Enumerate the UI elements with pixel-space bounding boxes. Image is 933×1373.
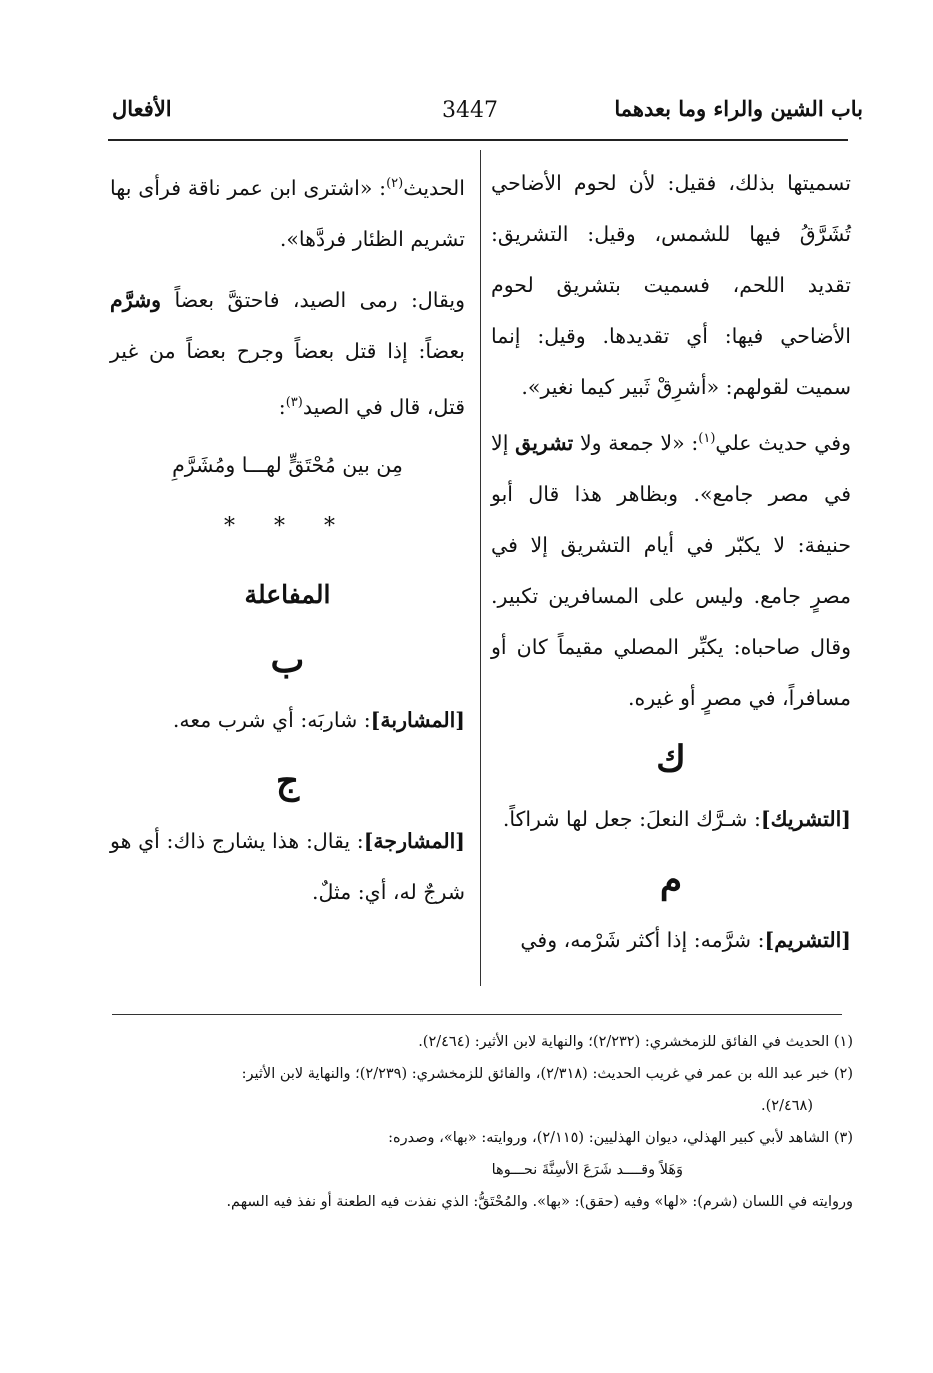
text: ويقال: رمى الصيد، فاحتقَّ بعضاً	[161, 287, 465, 312]
footnote-3: (٣) الشاهد لأبي كبير الهذلي، ديوان الهذليين: (٢/١١٥)، وروايته: «بها»، وصدره:	[388, 1130, 853, 1146]
footnote-2: (٢) خبر عبد الله بن عمر في غريب الحديث: (٢/٣١٨)، والفائق للزمخشري: (٢/٢٣٩)؛ والنهاية لابن الأثير:	[241, 1066, 853, 1082]
text: وفي حديث علي	[715, 430, 851, 455]
entry-head: [التشريم]	[764, 927, 851, 952]
section-header: الأفعال	[112, 96, 172, 121]
entry-tashrim	[491, 915, 851, 966]
letter-heading-kaf: ك	[656, 737, 686, 780]
header-rule	[108, 139, 848, 141]
entry-text: : شرَّمه: إذا أكثر شَرْمه، وفي	[520, 927, 765, 952]
entry-musharaja	[110, 816, 465, 918]
footnote-1: (١) الحديث في الفائق للزمخشري: (٢/٢٣٢)؛ والنهاية لابن الأثير: (٢/٤٦٤).	[418, 1034, 853, 1050]
letter-heading-jim: ج	[275, 759, 300, 802]
letter-heading-ba: ب	[270, 638, 305, 681]
footnote-ref: (٣)	[285, 394, 303, 410]
letter-heading-mim: م	[659, 858, 683, 901]
left-column	[110, 158, 465, 918]
footnote-ref: (١)	[698, 431, 716, 446]
verse: مِن بين مُحْتَقٍّ لهـــا ومُشَرَّمِ	[172, 452, 403, 477]
column-divider	[480, 150, 481, 986]
right-column	[491, 158, 851, 966]
paragraph	[110, 158, 465, 265]
section-title: المفاعلة	[244, 579, 331, 609]
entry-head: [المشارجة]	[363, 828, 465, 853]
entry-musharaba	[110, 695, 465, 746]
footnote-3-tail: وروايته في اللسان (شرم): «لها» وفيه (حقق): «بها». والمُحْتَقُّ: الذي نفذت فيه الطعنة أو نفذ فيه السهم.	[226, 1194, 853, 1210]
section-separator: * * *	[224, 513, 351, 539]
paragraph	[491, 413, 851, 724]
text: إلا في مصر جامع». وبظاهر هذا قال أبو حنيفة: لا يكبّر في أيام التشريق إلا في مصرٍ جامع. وليس على المسافرين تكبير. وقال صاحباه: يكبِّر المصلي مقيماً كان أو مسافراً، في مصرٍ أو غيره.	[491, 430, 851, 710]
paragraph: تسميتها بذلك، فقيل: لأن لحوم الأضاحي تُشَرَّقُ فيها للشمس، وقيل: التشريق: تقديد اللحم، فسميت بتشريق لحوم الأضاحي فيها: أي تقديدها. وقيل: إنما سميت لقولهم: «أشرِقْ ثَبير كيما نغير».	[491, 171, 851, 399]
entry-head: [التشريك]	[760, 806, 851, 831]
footnote-ref: (٢)	[386, 176, 404, 191]
page-number: 3447	[442, 98, 498, 123]
footnotes	[108, 1026, 853, 1218]
text: : «لا جمعة ولا	[573, 430, 699, 455]
entry-text: : شـرَّك النعلَ: جعل لها شراكاً.	[502, 806, 761, 831]
footnote-2-continued: (٢/٤٦٨).	[761, 1098, 813, 1114]
text: :	[278, 394, 286, 419]
paragraph	[110, 275, 465, 433]
text: : «اشترى ابن عمر ناقة فرأى بها تشريم الظئار فردَّها».	[110, 175, 465, 251]
chapter-title: باب الشين والراء وما بعدهما	[614, 96, 863, 121]
text: بعضاً: إذا قتل بعضاً وجرح بعضاً من غير قتل، قال في الصيد	[110, 338, 465, 419]
entry-head: [المشاربة]	[370, 707, 465, 732]
entry-tashrik	[491, 794, 851, 845]
footnote-3-verse: وَهَلاً وقــــد شَرَعَ الأسِنَّةَ نحـــوها	[491, 1162, 683, 1178]
entry-text: : شاربَه: أي شرب معه.	[172, 707, 371, 732]
keyword: تشريق	[515, 430, 574, 455]
keyword: وشرَّم	[110, 287, 162, 312]
entry-text: : يقال: هذا يشارج ذاك: أي هو شرجٌ له، أي: مثلٌ.	[110, 828, 465, 904]
text: الحديث	[403, 175, 465, 200]
footnote-rule	[112, 1014, 842, 1015]
